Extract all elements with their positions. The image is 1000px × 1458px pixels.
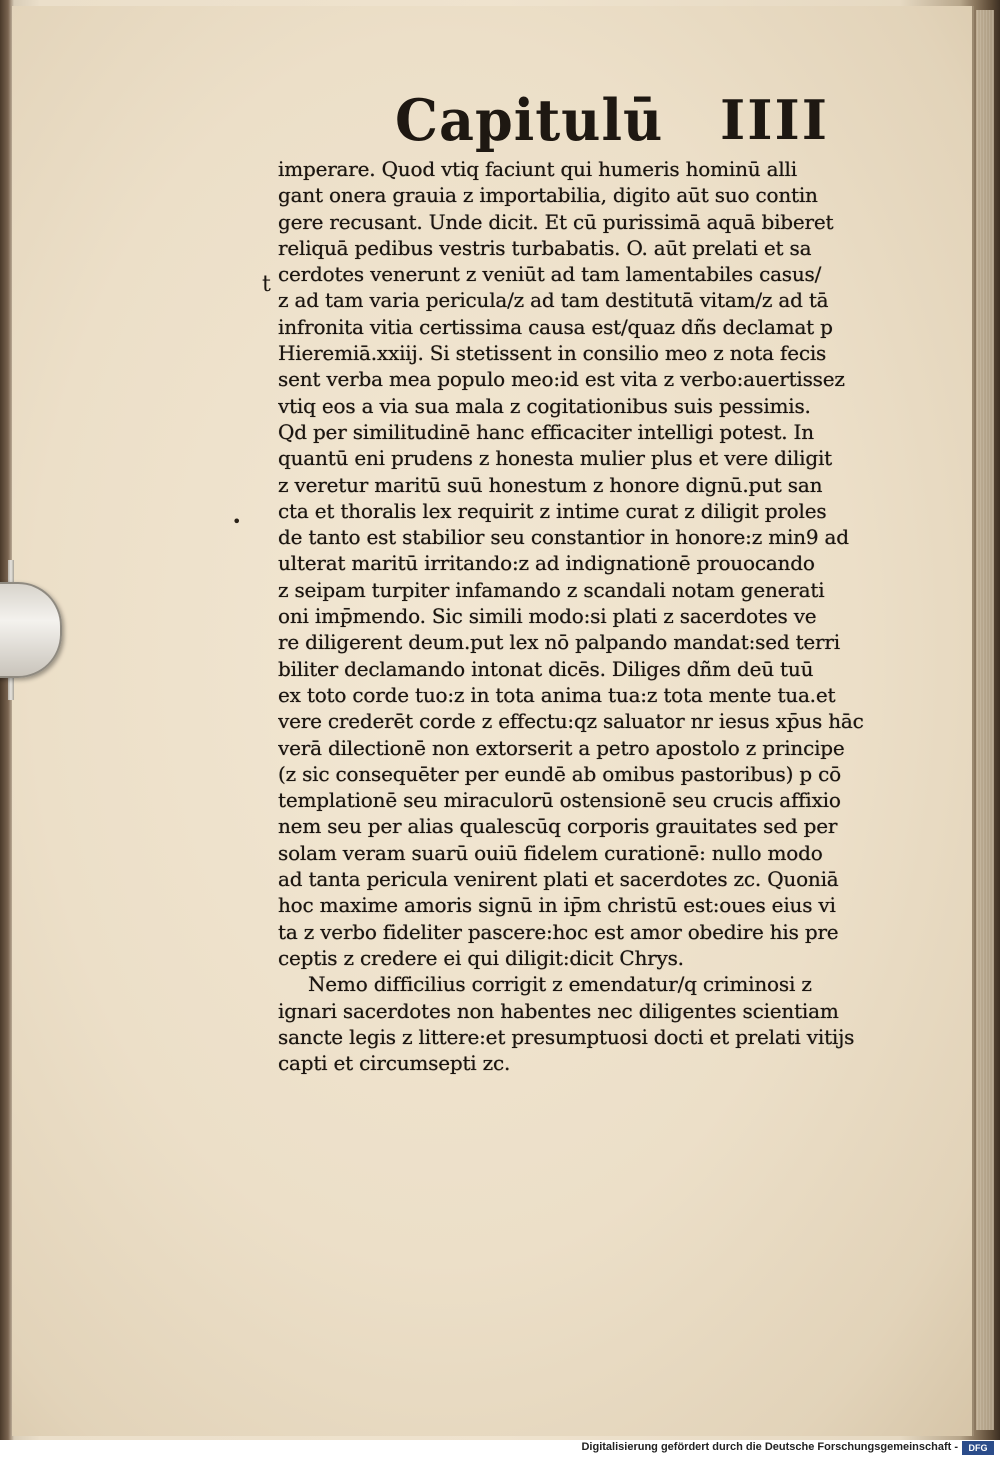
text-line: cta et thoralis lex requirit z intime curat z diligit proles xyxy=(278,498,827,523)
text-line: solam veram suarū ouiū fidelem curationē: nullo modo xyxy=(278,840,823,865)
text-line: re diligerent deum.put lex nō palpando mandat:sed terri xyxy=(278,630,840,655)
text-line: (z sic consequēter per eundē ab omibus pastoribus) p cō xyxy=(278,761,841,786)
text-line: quantū eni prudens z honesta mulier plus et vere diligit xyxy=(278,446,832,471)
text-line: biliter declamando intonat dicēs. Diliges dñm deū tuū xyxy=(278,656,814,681)
text-line: hoc maxime amoris signū in ip̄m christū est:oues eius vi xyxy=(278,893,836,918)
text-line: ignari sacerdotes non habentes nec diligentes scientiam xyxy=(278,998,839,1023)
page-edge-stack xyxy=(976,10,994,1430)
text-line: ex toto corde tuo:z in tota anima tua:z tota mente tua.et xyxy=(278,682,836,707)
text-line: ulterat maritū irritando:z ad indignationē prouocando xyxy=(278,551,815,576)
funding-credit: Digitalisierung gefördert durch die Deutsche Forschungsgemeinschaft - xyxy=(581,1441,958,1453)
chapter-header xyxy=(395,86,830,158)
text-line: Hieremiā.xxiij. Si stetissent in consilio meo z nota fecis xyxy=(278,341,827,366)
text-line: nem seu per alias qualescūq corporis grauitates sed per xyxy=(278,814,838,839)
text-line: gere recusant. Unde dicit. Et cū purissimā aquā biberet xyxy=(278,209,834,234)
text-line: templationē seu miraculorū ostensionē seu crucis affixio xyxy=(278,788,841,813)
chapter-title: Capitulū xyxy=(395,86,664,154)
text-line: verā dilectionē non extorserit a petro apostolo z principe xyxy=(278,735,845,760)
chapter-number: IIII xyxy=(720,88,830,152)
body-text xyxy=(278,156,868,1076)
paragraph-first-line: Nemo difficilius corrigit z emendatur/q criminosi z xyxy=(308,972,812,997)
text-line: capti et circumsepti zc. xyxy=(278,1051,511,1076)
text-line: vtiq eos a via sua mala z cogitationibus suis pessimis. xyxy=(278,393,811,418)
text-line: ta z verbo fideliter pascere:hoc est amor obedire his pre xyxy=(278,919,839,944)
margin-mark: • xyxy=(232,512,242,531)
text-line: sent verba mea populo meo:id est vita z verbo:auertissez xyxy=(278,367,845,392)
text-line: gant onera grauia z importabilia, digito aūt suo contin xyxy=(278,183,818,208)
text-line: z seipam turpiter infamando z scandali notam generati xyxy=(278,577,825,602)
text-line: z ad tam varia pericula/z ad tam destitutā vitam/z ad tā xyxy=(278,288,829,313)
text-line: oni imp̄mendo. Sic simili modo:si plati z sacerdotes ve xyxy=(278,604,817,629)
text-line: vere crederēt corde z effectu:qz saluator nr iesus xp̄us hāc xyxy=(278,709,864,734)
text-line: ad tanta pericula venirent plati et sacerdotes zc. Quoniā xyxy=(278,867,839,892)
text-line: imperare. Quod vtiq faciunt qui humeris hominū alli xyxy=(278,157,797,181)
text-line: cerdotes venerunt z veniūt ad tam lamentabiles casus/ xyxy=(278,262,822,287)
margin-letter: t xyxy=(262,272,271,297)
text-line: z veretur maritū suū honestum z honore dignū.put san xyxy=(278,472,823,497)
text-line: reliquā pedibus vestris turbabatis. O. aūt prelati et sa xyxy=(278,235,812,260)
dfg-logo: DFG xyxy=(962,1441,994,1455)
text-line: infronita vitia certissima causa est/quaz dñs declamat p xyxy=(278,314,833,339)
text-line: sancte legis z littere:et presumptuosi docti et prelati vitijs xyxy=(278,1024,855,1049)
text-line: ceptis z credere ei qui diligit:dicit Chrys. xyxy=(278,945,684,970)
text-line: Qd per similitudinē hanc efficaciter intelligi potest. In xyxy=(278,419,814,444)
text-line: de tanto est stabilior seu constantior in honore:z min9 ad xyxy=(278,525,849,550)
